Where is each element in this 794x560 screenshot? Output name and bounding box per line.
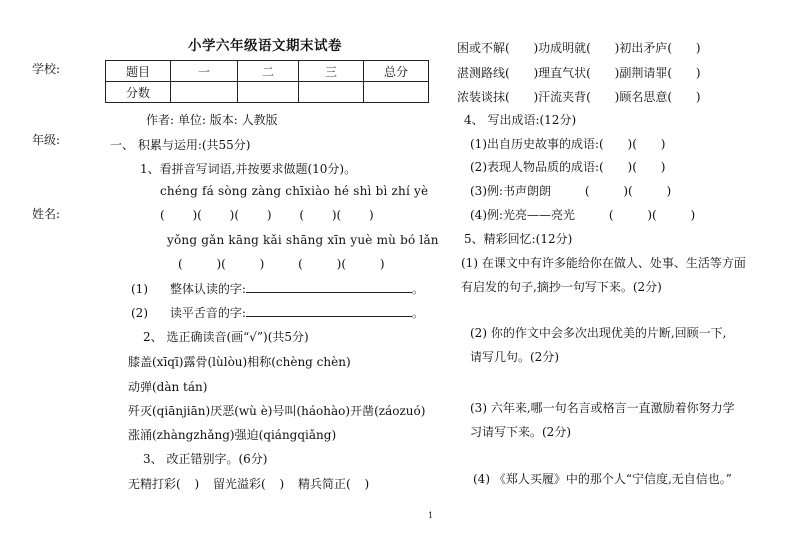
score-cell[interactable]: [171, 82, 238, 103]
question-5-1-line-1: (1) 在课文中有许多能给你在做人、处事、生活等方面: [461, 256, 746, 270]
score-cell[interactable]: [299, 82, 364, 103]
sub-question-number: (2): [131, 306, 148, 320]
score-table-row: [106, 82, 429, 103]
reading-row-4[interactable]: 涨涌(zhàngzhǎng)强迫(qiángqiǎng): [128, 428, 337, 442]
page-title: 小学六年级语文期末试卷: [188, 38, 342, 54]
idiom-row-1[interactable]: 困或不解( )功成明就( )初出矛庐( ): [457, 41, 701, 55]
sub-question-2: [131, 304, 424, 321]
question-5-3-line-2: 习请写下来。(2分): [470, 425, 571, 439]
section1-heading: 一、 积累与运用:(共55分): [110, 138, 251, 152]
grade-label: 年级:: [32, 133, 61, 147]
answer-line[interactable]: [246, 304, 412, 317]
sub-question-number: (1): [131, 282, 148, 296]
sub-question-1: [131, 280, 424, 297]
score-table-header-row: [106, 61, 429, 82]
question-4-3[interactable]: (3)例:书声朗朗 ( )( ): [470, 184, 672, 198]
reading-row-3[interactable]: 歼灭(qiānjiān)厌恶(wù è)号叫(háohào)开凿(záozuó): [128, 404, 426, 418]
reading-row-2[interactable]: 动弹(dàn tán): [128, 380, 208, 394]
score-header-cell: 二: [238, 61, 299, 82]
meta-line: 作者: 单位: 版本: 人教版: [146, 113, 278, 127]
name-label: 姓名:: [32, 207, 61, 221]
idiom-row-3[interactable]: 浓装谈抹( )汗流夹背( )顾名思意( ): [457, 90, 701, 104]
pinyin-row-1: chéng fá sòng zàng chīxiào hé shì bì zhí yè: [160, 184, 429, 198]
score-row-label: 分数: [106, 82, 171, 103]
question-4-2[interactable]: (2)表现人物品质的成语:( )( ): [470, 160, 666, 174]
typo-row-1[interactable]: 无精打彩( ) 留光溢彩( ) 精兵简正( ): [128, 477, 370, 491]
sub-question-text: 整体认读的字:: [169, 282, 246, 296]
question-4-1[interactable]: (1)出自历史故事的成语:( )( ): [470, 137, 666, 151]
sub-question-text: 读平舌音的字:: [169, 306, 246, 320]
score-header-cell: 一: [171, 61, 238, 82]
score-cell[interactable]: [238, 82, 299, 103]
question-5-2-line-2: 请写几句。(2分): [470, 350, 559, 364]
question-3: 3、 改正错别字。(6分): [143, 452, 268, 466]
end-mark: 。: [411, 282, 424, 296]
question-1: 1、看拼音写词语,并按要求做题(10分)。: [140, 162, 357, 176]
question-4: 4、 写出成语:(12分): [464, 113, 577, 127]
question-2: 2、 选正确读音(画“√”)(共5分): [143, 330, 309, 344]
question-5-4: (4) 《郑人买履》中的那个人“宁信度,无自信也。”: [473, 472, 732, 486]
question-5-3-line-1: (3) 六年来,哪一句名言或格言一直激励着你努力学: [470, 401, 735, 415]
score-cell[interactable]: [364, 82, 429, 103]
question-4-4[interactable]: (4)例:光亮——亮光 ( )( ): [470, 208, 696, 222]
score-table: [105, 60, 429, 103]
page-number: 1: [428, 511, 434, 520]
reading-row-1[interactable]: 膝盖(xīqī)露骨(lùlòu)相称(chèng chèn): [128, 355, 351, 369]
question-5-2-line-1: (2) 你的作文中会多次出现优美的片断,回顾一下,: [470, 326, 727, 340]
answer-brackets-row-1[interactable]: ( )( )( ) ( )( ): [160, 208, 374, 222]
answer-line[interactable]: [246, 280, 412, 293]
end-mark: 。: [411, 306, 424, 320]
idiom-row-2[interactable]: 湛测路线( )理直气状( )副荆请罪( ): [457, 66, 701, 80]
school-label: 学校:: [32, 62, 61, 76]
pinyin-row-2: yǒng gǎn kāng kǎi shāng xīn yuè mù bó lǎn: [167, 233, 439, 247]
score-header-cell: 总分: [364, 61, 429, 82]
question-5: 5、精彩回忆:(12分): [464, 232, 573, 246]
score-header-cell: 三: [299, 61, 364, 82]
answer-brackets-row-2[interactable]: ( )( ) ( )( ): [178, 257, 385, 271]
question-5-1-line-2: 有启发的句子,摘抄一句写下来。(2分): [461, 280, 662, 294]
score-header-cell: 题目: [106, 61, 171, 82]
